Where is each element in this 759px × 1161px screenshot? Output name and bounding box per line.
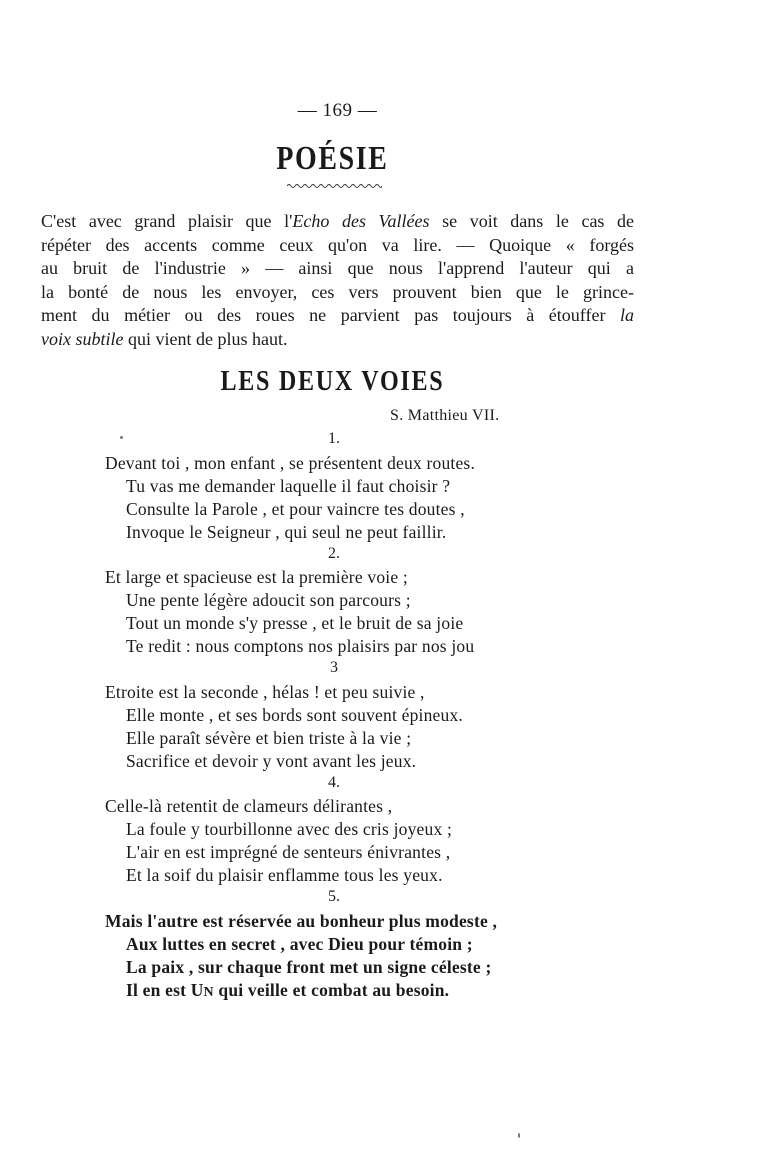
verse-line: Mais l'autre est réservée au bonheur plus modeste , — [105, 911, 498, 931]
stanza-number: 1. — [328, 430, 340, 447]
verse-line: Consulte la Parole , et pour vaincre tes doutes , — [126, 499, 465, 519]
verse-line: Te redit : nous comptons nos plaisirs par nos jou — [126, 636, 475, 656]
verse-line: Elle monte , et ses bords sont souvent épineux. — [126, 705, 463, 725]
verse-line: Une pente légère adoucit son parcours ; — [126, 590, 411, 610]
verse-line: Sacrifice et devoir y vont avant les jeux. — [126, 751, 417, 771]
intro-line: voix subtile qui vient de plus haut. — [41, 328, 288, 349]
verse-line: L'air en est imprégné de senteurs énivrantes , — [126, 842, 451, 862]
verse-line: La foule y tourbillonne avec des cris joyeux ; — [126, 819, 453, 839]
stanza-number: 5. — [328, 888, 340, 905]
poem-epigraph: S. Matthieu VII. — [390, 407, 500, 424]
verse-line: Il en est UN qui veille et combat au besoin. — [126, 980, 450, 1000]
intro-line: la bonté de nous les envoyer, ces vers prouvent bien que le grince- — [41, 281, 634, 302]
poem-title: LES DEUX VOIES — [220, 366, 445, 397]
section-title: POÉSIE — [276, 140, 389, 177]
page-number: — 169 — — [297, 100, 378, 121]
verse-line: Et large et spacieuse est la première voie ; — [105, 567, 408, 587]
verse-line: Etroite est la seconde , hélas ! et peu suivie , — [105, 682, 425, 702]
print-speck — [518, 1133, 520, 1138]
stanza-number: 4. — [328, 774, 340, 791]
verse-line: Tu vas me demander laquelle il faut choisir ? — [126, 476, 451, 496]
print-speck — [120, 436, 123, 439]
intro-line: ment du métier ou des roues ne parvient pas toujours à étouffer la — [41, 305, 634, 325]
verse-line: Aux luttes en secret , avec Dieu pour témoin ; — [126, 934, 473, 954]
verse-line: Invoque le Seigneur , qui seul ne peut faillir. — [126, 522, 447, 542]
stanza-number: 3 — [330, 659, 338, 676]
verse-line: Tout un monde s'y presse , et le bruit de sa joie — [126, 613, 464, 633]
verse-line: Et la soif du plaisir enflamme tous les yeux. — [126, 865, 443, 885]
intro-paragraph — [41, 210, 634, 351]
verse-line: La paix , sur chaque front met un signe céleste ; — [126, 957, 492, 977]
intro-line: répéter des accents comme ceux qu'on va lire. — Quoique « forgés — [41, 234, 634, 255]
verse-line: Elle paraît sévère et bien triste à la vie ; — [126, 728, 412, 748]
intro-line: C'est avec grand plaisir que l'Echo des Vallées se voit dans le cas de — [41, 211, 635, 231]
journal-name: Echo des Vallées — [292, 211, 430, 231]
verse-line: Devant toi , mon enfant , se présentent deux routes. — [105, 453, 476, 473]
intro-line: au bruit de l'industrie » — ainsi que nous l'apprend l'auteur qui a — [41, 258, 634, 278]
verse-line: Celle-là retentit de clameurs délirantes , — [105, 796, 393, 816]
wavy-rule-ornament — [287, 182, 382, 190]
stanza-number: 2. — [328, 545, 340, 562]
